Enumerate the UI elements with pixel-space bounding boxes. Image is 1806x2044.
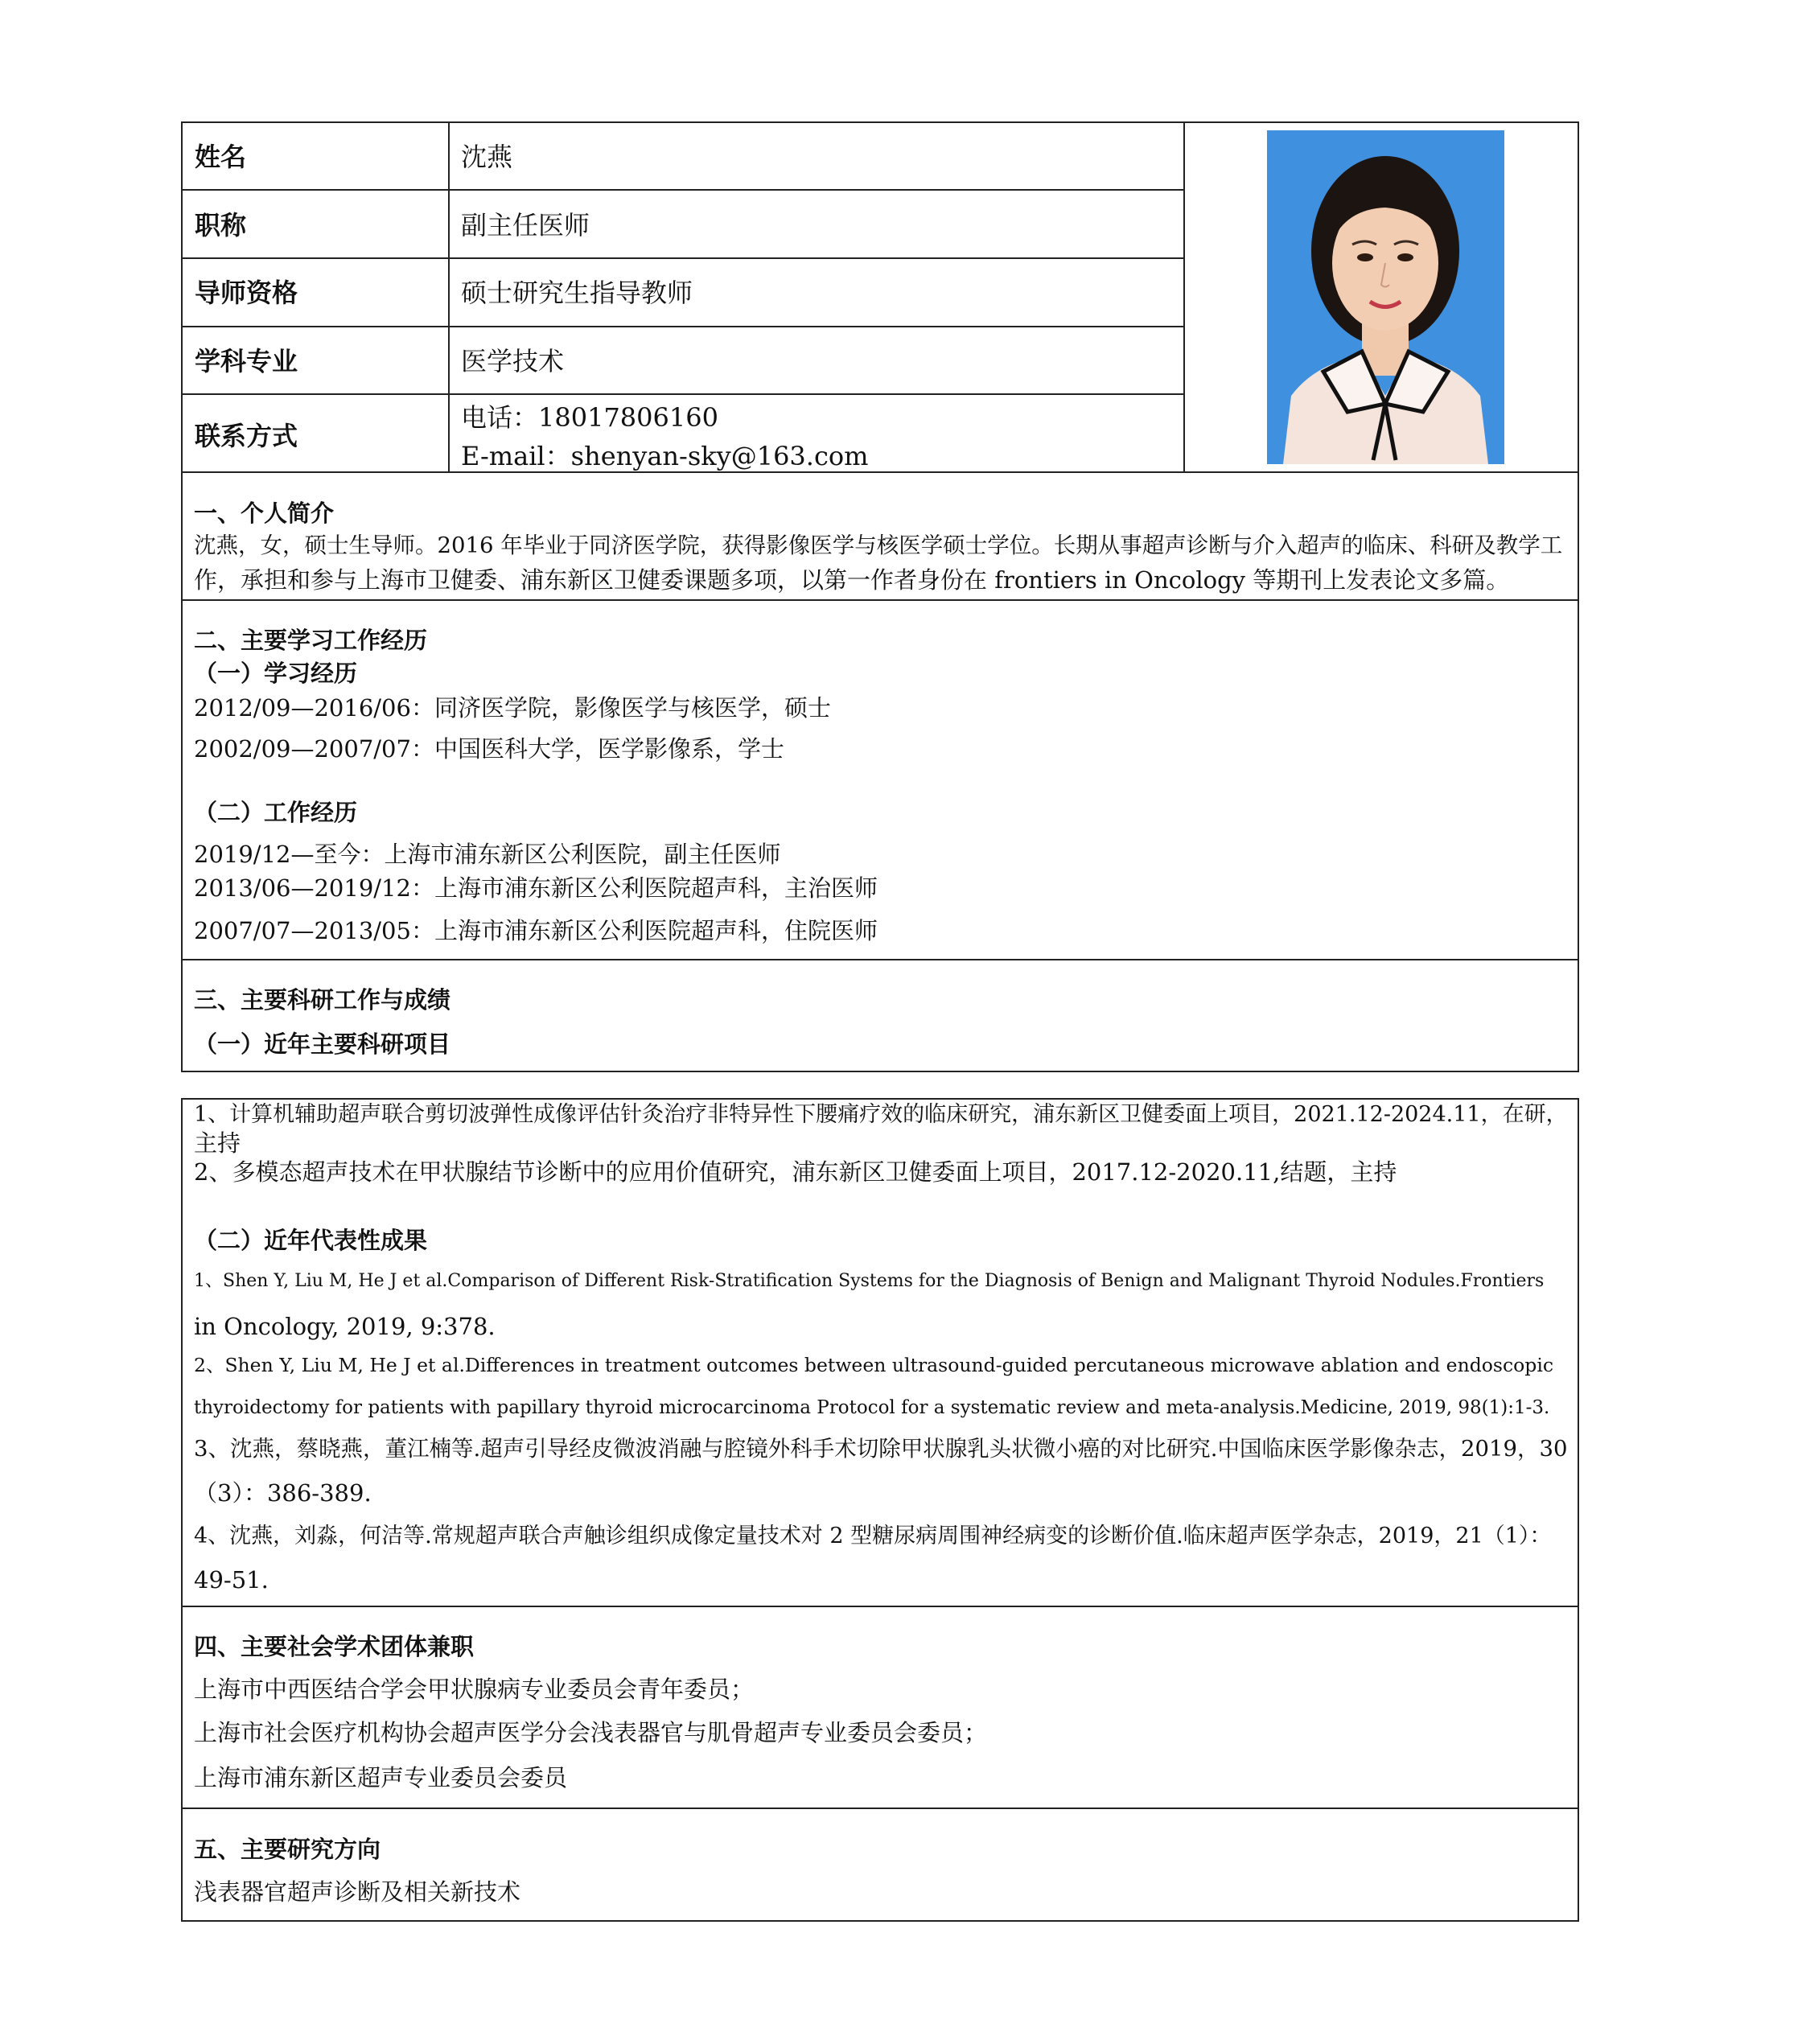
intro-text-line: 沈燕，女，硕士生导师。2016 年毕业于同济医学院，获得影像医学与核医学硕士学位。长期从事超声诊断与介入超声的临床、科研及教学工 (194, 533, 1563, 558)
divider (181, 393, 1184, 395)
achievement-item: 2、Shen Y, Liu M, He J et al.Differences in treatment outcomes between ultrasound-guided percutaneous microwave ablation and endoscopic (194, 1354, 1553, 1376)
work-heading: （二）工作经历 (194, 799, 358, 826)
discipline-label: 学科专业 (195, 346, 298, 376)
achievement-item: （3）：386-389. (194, 1479, 372, 1507)
divider (181, 1606, 1579, 1607)
project-item: 2、多模态超声技术在甲状腺结节诊断中的应用价值研究，浦东新区卫健委面上项目，2017.12-2020.11,结题，主持 (194, 1158, 1397, 1186)
achievement-item: 3、沈燕，蔡晓燕，董江楠等.超声引导经皮微波消融与腔镜外科手术切除甲状腺乳头状微小癌的对比研究.中国临床医学影像杂志，2019，30 (194, 1436, 1568, 1462)
achievements-heading: （二）近年代表性成果 (194, 1227, 428, 1254)
supervisor-value: 硕士研究生指导教师 (461, 278, 693, 308)
directions-heading: 五、主要研究方向 (194, 1836, 381, 1863)
supervisor-label: 导师资格 (195, 278, 298, 308)
study-heading: （一）学习经历 (194, 660, 358, 687)
study-item: 2002/09—2007/07：中国医科大学，医学影像系，学士 (194, 735, 784, 763)
divider (181, 959, 1579, 960)
work-item: 2013/06—2019/12：上海市浦东新区公利医院超声科，主治医师 (194, 874, 878, 902)
divider (181, 599, 1579, 601)
divider (181, 326, 1184, 327)
divider (1183, 121, 1185, 472)
contact-label: 联系方式 (195, 421, 298, 451)
achievement-item: 1、Shen Y, Liu M, He J et al.Comparison of Different Risk-Stratification Systems for the Diagnosis of Benign and Malignant Thyroid Nodules.Frontiers (194, 1271, 1545, 1291)
divider (181, 189, 1184, 191)
discipline-value: 医学技术 (461, 346, 565, 376)
directions-text: 浅表器官超声诊断及相关新技术 (194, 1878, 521, 1906)
society-item: 上海市浦东新区超声专业委员会委员 (194, 1764, 568, 1791)
achievement-item: 49-51. (194, 1566, 269, 1594)
name-value: 沈燕 (461, 142, 513, 172)
divider (181, 471, 1579, 473)
project-item: 1、计算机辅助超声联合剪切波弹性成像评估针灸治疗非特异性下腰痛疗效的临床研究，浦东新区卫健委面上项目，2021.12-2024.11，在研， (194, 1102, 1568, 1127)
divider (181, 1808, 1579, 1809)
research-heading: 三、主要科研工作与成绩 (194, 986, 451, 1014)
name-label: 姓名 (195, 142, 247, 172)
work-item: 2019/12—至今：上海市浦东新区公利医院，副主任医师 (194, 841, 781, 868)
society-item: 上海市社会医疗机构协会超声医学分会浅表器官与肌骨超声专业委员会委员； (194, 1719, 988, 1746)
portrait-photo (1267, 130, 1504, 464)
experience-heading: 二、主要学习工作经历 (194, 627, 428, 654)
intro-heading: 一、个人简介 (194, 500, 335, 527)
divider (448, 121, 450, 472)
title-label: 职称 (195, 210, 247, 241)
phone-value: 电话：18017806160 (461, 402, 718, 433)
intro-text-line: 作，承担和参与上海市卫健委、浦东新区卫健委课题多项，以第一作者身份在 frontiers in Oncology 等期刊上发表论文多篇。 (194, 566, 1510, 594)
portrait-icon (1267, 130, 1504, 464)
work-item: 2007/07—2013/05：上海市浦东新区公利医院超声科，住院医师 (194, 917, 878, 944)
divider (181, 257, 1184, 259)
projects-heading: （一）近年主要科研项目 (194, 1030, 451, 1058)
research-table (181, 1098, 1579, 1922)
achievement-item: thyroidectomy for patients with papillary thyroid microcarcinoma Protocol for a systematic review and meta-analysis.Medicine, 2019, 98(1):1-3. (194, 1397, 1550, 1418)
title-value: 副主任医师 (461, 210, 590, 241)
achievement-item: in Oncology, 2019, 9:378. (194, 1313, 496, 1340)
society-item: 上海市中西医结合学会甲状腺病专业委员会青年委员； (194, 1676, 755, 1703)
study-item: 2012/09—2016/06：同济医学院，影像医学与核医学，硕士 (194, 694, 831, 722)
project-item: 主持 (194, 1129, 241, 1157)
societies-heading: 四、主要社会学术团体兼职 (194, 1633, 475, 1660)
achievement-item: 4、沈燕，刘淼，何洁等.常规超声联合声触诊组织成像定量技术对 2 型糖尿病周围神经病变的诊断价值.临床超声医学杂志，2019，21（1）： (194, 1524, 1552, 1548)
email-value: E-mail：shenyan-sky@163.com (461, 441, 869, 471)
